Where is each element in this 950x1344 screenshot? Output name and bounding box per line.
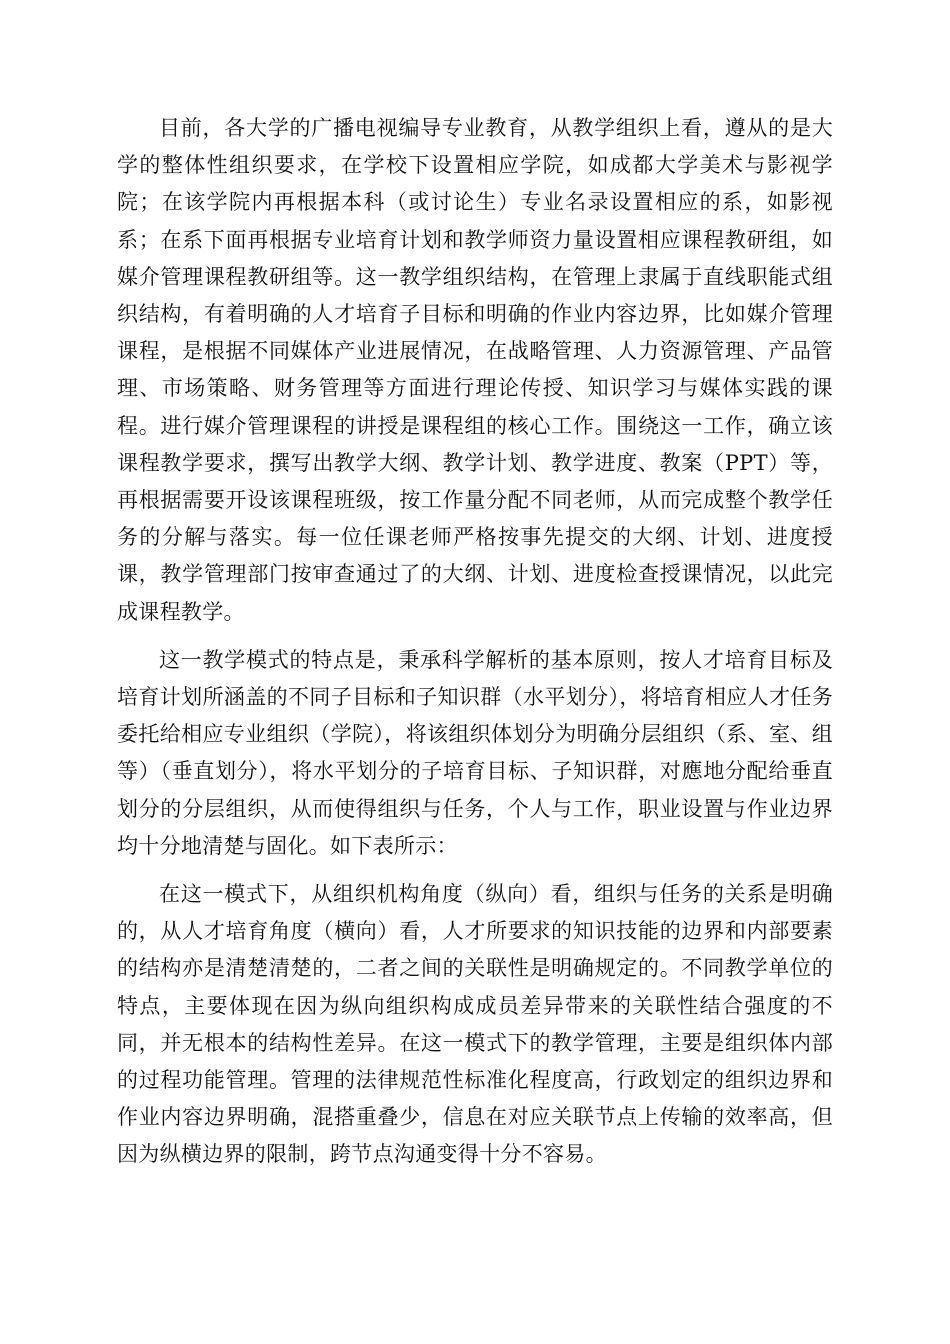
paragraph-teaching-model-features: 这一教学模式的特点是，秉承科学解析的基本原则，按人才培育目标及培育计划所涵盖的不同子目标和子知识群（水平划分），将培育相应人才任务委托给相应专业组织（学院），将该组织体划分为明确分层组织（系、室、组等）（垂直划分），将水平划分的子培育目标、子知识群，对應地分配给垂直划分的分层组织，从而使得组织与任务，个人与工作，职业设置与作业边界均十分地清楚与固化。如下表所示： bbox=[117, 647, 833, 858]
paragraph-model-analysis: 在这一模式下，从组织机构角度（纵向）看，组织与任务的关系是明确的，从人才培育角度（横向）看，人才所要求的知识技能的边界和内部要素的结构亦是清楚清楚的，二者之间的关联性是明确规定的。不同教学单位的特点，主要体现在因为纵向组织构成成员差异带来的关联性结合强度的不同，并无根本的结构性差异。在这一模式下的教学管理，主要是组织体内部的过程功能管理。管理的法律规范性标准化程度高，行政划定的组织边界和作业内容边界明确，混搭重叠少，信息在对应关联节点上传输的效率高，但因为纵横边界的限制，跨节点沟通变得十分不容易。 bbox=[117, 882, 833, 1167]
paragraph-teaching-organization: 目前，各大学的广播电视编导专业教育，从教学组织上看，遵从的是大学的整体性组织要求，在学校下设置相应学院，如成都大学美术与影视学院；在该学院内再根据本科（或讨论生）专业名录设置相应的系，如影视系；在系下面再根据专业培育计划和教学师资力量设置相应课程教研组，如媒介管理课程教研组等。这一教学组织结构，在管理上隶属于直线职能式组织结构，有着明确的人才培育子目标和明确的作业内容边界，比如媒介管理课程，是根据不同媒体产业进展情况，在战略管理、人力资源管理、产品管理、市场策略、财务管理等方面进行理论传授、知识学习与媒体实践的课程。进行媒介管理课程的讲授是课程组的核心工作。围绕这一工作，确立该课程教学要求，撰写出教学大纲、教学计划、教学进度、教案（PPT）等，再根据需要开设该课程班级，按工作量分配不同老师，从而完成整个教学任务的分解与落实。每一位任课老师严格按事先提交的大纲、计划、进度授课，教学管理部门按审查通过了的大纲、计划、进度检查授课情况，以此完成课程教学。 bbox=[117, 116, 833, 624]
document-body bbox=[117, 110, 833, 1185]
